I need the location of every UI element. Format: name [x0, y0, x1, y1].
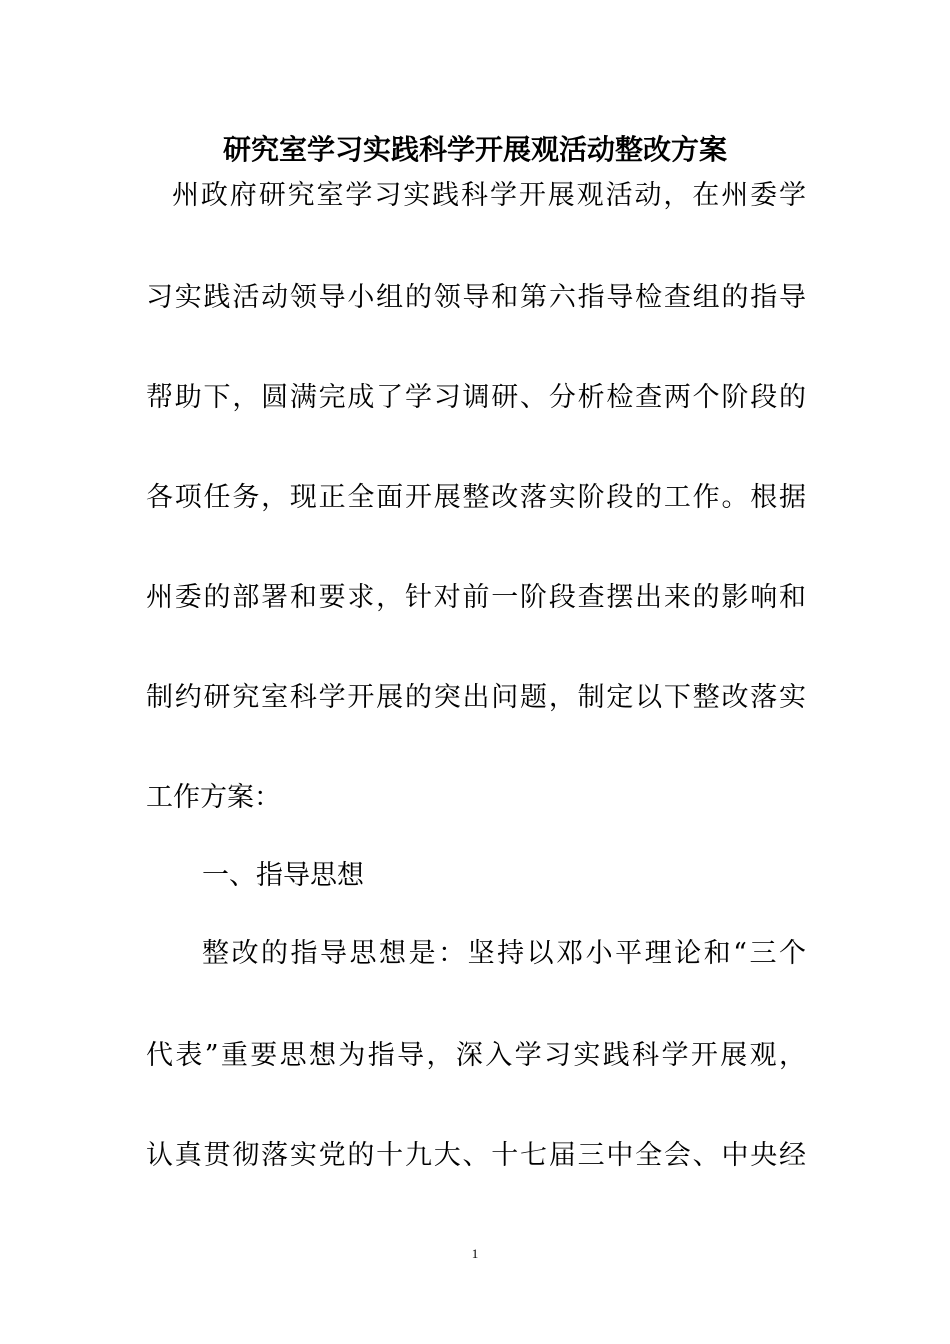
paragraph-line: 制约研究室科学开展的突出问题，制定以下整改落实	[146, 682, 806, 713]
page-number: 1	[471, 1246, 479, 1261]
paragraph-line: 州委的部署和要求，针对前一阶段查摆出来的影响和	[146, 582, 806, 613]
paragraph-line: 各项任务，现正全面开展整改落实阶段的工作。根据	[146, 482, 806, 513]
paragraph-line: 帮助下，圆满完成了学习调研、分析检查两个阶段的	[146, 382, 806, 413]
paragraph-line: 认真贯彻落实党的十九大、十七届三中全会、中央经	[146, 1140, 806, 1171]
section-heading: 一、指导思想	[202, 860, 364, 891]
paragraph-line: 工作方案：	[146, 782, 281, 813]
document-title: 研究室学习实践科学开展观活动整改方案	[222, 133, 727, 166]
paragraph-line: 代表”重要思想为指导，深入学习实践科学开展观，	[146, 1040, 806, 1071]
paragraph-line: 整改的指导思想是：坚持以邓小平理论和“三个	[202, 938, 806, 969]
paragraph-line: 州政府研究室学习实践科学开展观活动，在州委学	[172, 180, 806, 211]
paragraph-line: 习实践活动领导小组的领导和第六指导检查组的指导	[146, 282, 806, 313]
